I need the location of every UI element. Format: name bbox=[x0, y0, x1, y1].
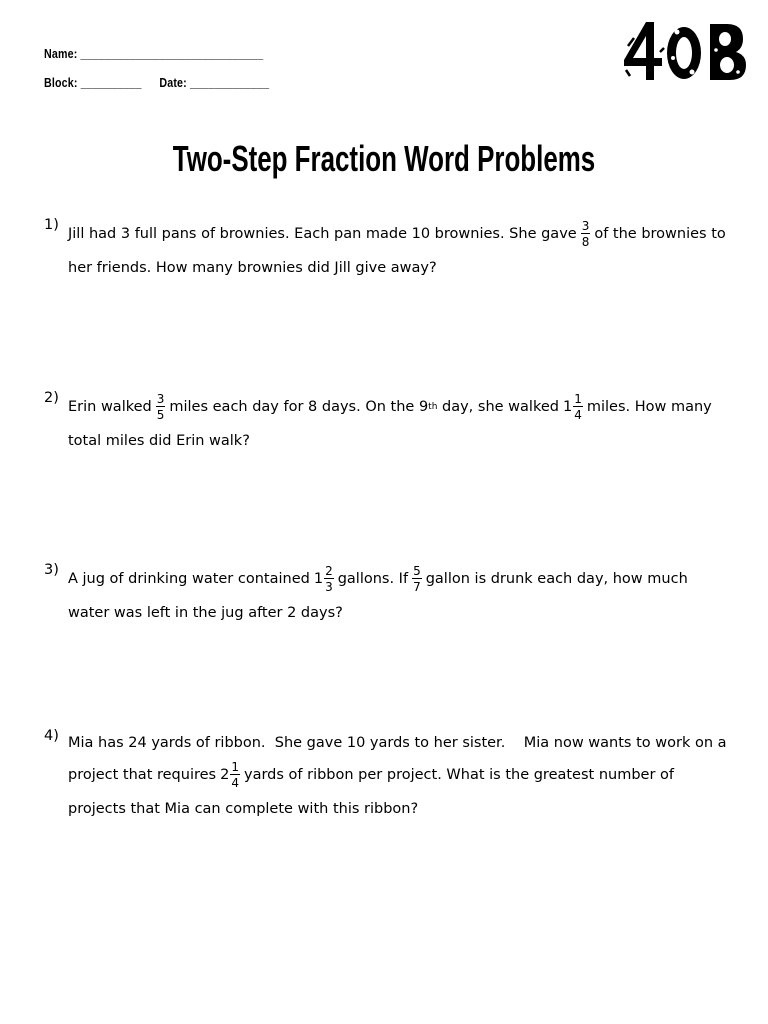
problem-text: Jill had 3 full pans of brownies. Each pan made 10 brownies. She gave bbox=[68, 226, 577, 242]
numerator: 3 bbox=[156, 392, 165, 406]
problem-2 bbox=[44, 390, 734, 458]
numerator: 3 bbox=[581, 219, 590, 233]
problem-number: 1) bbox=[44, 217, 59, 233]
date-blank: _____________ bbox=[189, 75, 270, 90]
denominator: 8 bbox=[581, 235, 590, 249]
numerator: 1 bbox=[574, 392, 582, 406]
logo-b bbox=[710, 24, 746, 80]
logo-zero bbox=[667, 27, 701, 79]
problem-1 bbox=[44, 217, 734, 285]
numerator: 2 bbox=[325, 564, 333, 578]
problem-number: 4) bbox=[44, 728, 59, 744]
denominator: 5 bbox=[156, 408, 165, 422]
problem-text: A jug of drinking water contained bbox=[68, 571, 310, 587]
problem-text: Erin walked bbox=[68, 399, 152, 415]
denominator: 7 bbox=[413, 580, 421, 594]
problem-text: yards of ribbon per project. What is the greatest number of bbox=[243, 767, 675, 783]
fraction bbox=[324, 565, 334, 593]
problem-text: miles. How many bbox=[586, 399, 712, 415]
denominator: 3 bbox=[325, 580, 333, 594]
problem-number: 3) bbox=[44, 562, 59, 578]
problem-text: gallons. If bbox=[337, 571, 409, 587]
problem-text: her friends. How many brownies did Jill give away? bbox=[68, 260, 437, 276]
block-label: Block: bbox=[44, 75, 78, 90]
problem-text: Mia has 24 yards of ribbon. She gave 10 yards to her sister. Mia now wants to work on a bbox=[68, 735, 727, 751]
fraction bbox=[230, 761, 240, 789]
fraction bbox=[156, 393, 166, 421]
problem-text: miles each day for 8 days. On the 9 bbox=[169, 399, 429, 415]
numerator: 1 bbox=[231, 760, 239, 774]
problem-text: day, she walked bbox=[442, 399, 559, 415]
date-label: Date: bbox=[159, 75, 187, 90]
problem-number: 2) bbox=[44, 390, 59, 406]
fraction bbox=[581, 220, 591, 248]
mixed-whole: 1 bbox=[562, 399, 573, 415]
problem-text: projects that Mia can complete with this ribbon? bbox=[68, 801, 419, 817]
name-field bbox=[44, 46, 263, 61]
logo-text: 40B bbox=[622, 18, 624, 19]
problem-text: water was left in the jug after 2 days? bbox=[68, 605, 343, 621]
problem-text: of the brownies to bbox=[594, 226, 726, 242]
worksheet-logo bbox=[622, 18, 750, 86]
block-blank: __________ bbox=[80, 75, 142, 90]
logo-four bbox=[624, 22, 664, 80]
problem-3 bbox=[44, 562, 734, 630]
problem-4 bbox=[44, 728, 734, 826]
page-title: Two-Step Fraction Word Problems bbox=[172, 138, 596, 179]
numerator: 5 bbox=[413, 564, 421, 578]
problem-text: gallon is drunk each day, how much bbox=[425, 571, 688, 587]
denominator: 4 bbox=[231, 776, 239, 790]
problem-text: total miles did Erin walk? bbox=[68, 433, 250, 449]
block-date-field bbox=[44, 75, 269, 90]
fraction bbox=[412, 565, 422, 593]
denominator: 4 bbox=[574, 408, 582, 422]
ordinal-suffix: th bbox=[428, 402, 438, 412]
name-blank: ______________________________ bbox=[80, 46, 264, 61]
fraction bbox=[573, 393, 583, 421]
mixed-whole: 2 bbox=[220, 767, 230, 783]
name-label: Name: bbox=[44, 46, 78, 61]
mixed-whole: 1 bbox=[313, 571, 324, 587]
problem-text: project that requires bbox=[68, 767, 217, 783]
